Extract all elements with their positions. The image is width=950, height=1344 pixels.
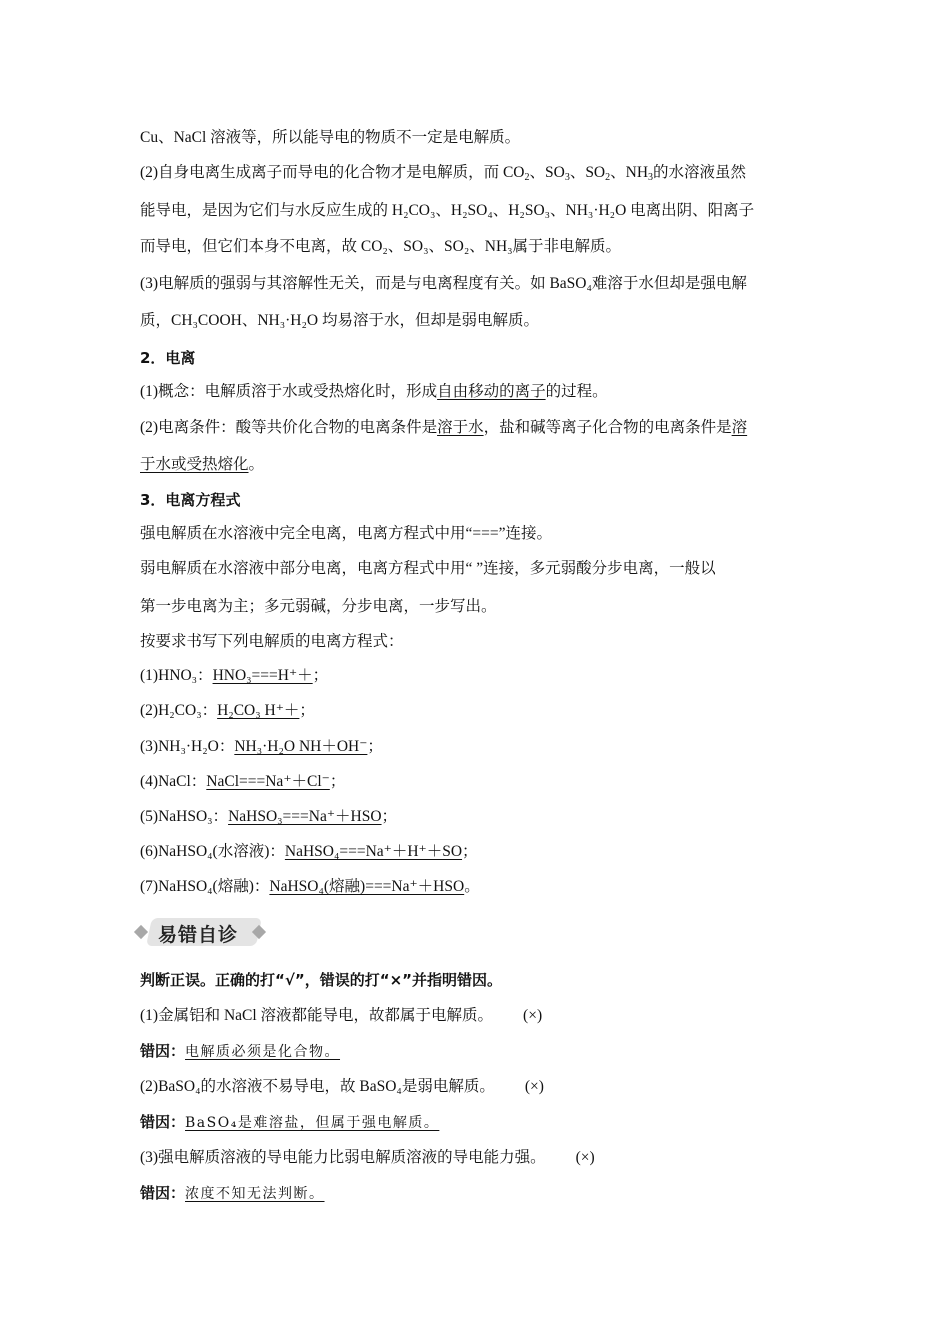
question: (3)强电解质溶液的导电能力比弱电解质溶液的导电能力强。 (×) — [140, 1149, 595, 1166]
text-line: (3)电解质的强弱与其溶解性无关，而是与电离程度有关。如 BaSO₄难溶于水但却是强电解 — [140, 275, 747, 292]
equation-line: (2)H₂CO₃：H₂CO₃ H⁺＋； — [140, 702, 315, 719]
text-line: Cu、NaCl 溶液等，所以能导电的物质不一定是电解质。 — [140, 129, 521, 146]
answer-blank: HNO₃===H⁺＋ — [212, 667, 313, 684]
text-line: 于水或受热熔化。 — [140, 456, 265, 473]
text-line: 能导电，是因为它们与水反应生成的 H₂CO₃、H₂SO₄、H₂SO₃、NH₃·H₂O 电离出阴、阳离子 — [140, 202, 755, 219]
question: (1)金属铝和 NaCl 溶液都能导电，故都属于电解质。 (×) — [140, 1007, 543, 1024]
text-line: 强电解质在水溶液中完全电离，电离方程式中用“===”连接。 — [140, 525, 552, 542]
answer-blank: 浓度不知无法判断。 — [185, 1186, 325, 1202]
question: (2)BaSO₄的水溶液不易导电，故 BaSO₄是弱电解质。 (×) — [140, 1078, 544, 1095]
text-line: (2)电离条件：酸等共价化合物的电离条件是溶于水，盐和碱等离子化合物的电离条件是溶 — [140, 419, 748, 436]
answer-blank: NH₃·H₂O NH＋OH⁻ — [234, 738, 368, 755]
section-heading: 2．电离 — [140, 349, 196, 367]
answer-blank: NaHSO₄(熔融)===Na⁺＋HSO — [269, 878, 465, 895]
answer-mark: (×) — [575, 1149, 595, 1166]
diamond-icon — [134, 925, 148, 939]
answer-blank: NaCl===Na⁺＋Cl⁻ — [206, 773, 330, 790]
equation-line: (6)NaHSO₄(水溶液)：NaHSO₄===Na⁺＋H⁺＋SO； — [140, 843, 478, 860]
text-line: 弱电解质在水溶液中部分电离，电离方程式中用“ ”连接，多元弱酸分步电离，一般以 — [140, 560, 716, 577]
equation-line: (5)NaHSO₃：NaHSO₃===Na⁺＋HSO； — [140, 808, 398, 825]
error-reason: 错因：电解质必须是化合物。 — [140, 1042, 341, 1060]
text-line: 而导电，但它们本身不电离，故 CO₂、SO₃、SO₂、NH₃属于非电解质。 — [140, 238, 622, 255]
instruction: 判断正误。正确的打“√”，错误的打“×”并指明错因。 — [140, 971, 503, 989]
text-line: 质，CH₃COOH、NH₃·H₂O 均易溶于水，但却是弱电解质。 — [140, 312, 539, 329]
text-line: (2)自身电离生成离子而导电的化合物才是电解质，而 $CO_2$、$SO_3$、$SO_2$、$NH_3$的水溶液虽然 — [140, 164, 747, 183]
answer-blank: 自由移动的离子 — [437, 383, 546, 400]
error-reason: 错因：浓度不知无法判断。 — [140, 1184, 325, 1202]
equation-line: (7)NaHSO₄(熔融)：NaHSO₄(熔融)===Na⁺＋HSO。 — [140, 878, 480, 895]
answer-mark: (×) — [524, 1078, 544, 1095]
answer-blank: 溶 — [731, 419, 748, 436]
answer-blank: 电解质必须是化合物。 — [185, 1044, 341, 1060]
answer-blank: H₂CO₃ H⁺＋ — [217, 702, 300, 719]
section-banner — [136, 916, 276, 950]
error-reason: 错因：BaSO₄是难溶盐，但属于强电解质。 — [140, 1113, 440, 1131]
equation-line: (4)NaCl：NaCl===Na⁺＋Cl⁻； — [140, 773, 346, 790]
section-heading: 3．电离方程式 — [140, 491, 241, 509]
text-line: 按要求书写下列电解质的电离方程式： — [140, 633, 404, 650]
equation-line: (3)NH₃·H₂O：NH₃·H₂O NH＋OH⁻； — [140, 738, 383, 755]
answer-blank: NaHSO₄===Na⁺＋H⁺＋SO — [284, 843, 463, 860]
answer-mark: (×) — [523, 1007, 543, 1024]
answer-blank: NaHSO₃===Na⁺＋HSO — [228, 808, 382, 825]
answer-blank: 溶于水 — [437, 419, 484, 436]
equation-line: (1)HNO₃：HNO₃===H⁺＋； — [140, 667, 329, 684]
banner-title: 易错自诊 — [158, 924, 239, 946]
answer-blank: 于水或受热熔化 — [140, 456, 249, 473]
text-line: 第一步电离为主；多元弱碱，分步电离，一步写出。 — [140, 598, 497, 615]
answer-blank: BaSO₄是难溶盐，但属于强电解质。 — [185, 1115, 440, 1131]
text-line: (1)概念：电解质溶于水或受热熔化时，形成自由移动的离子的过程。 — [140, 383, 608, 400]
